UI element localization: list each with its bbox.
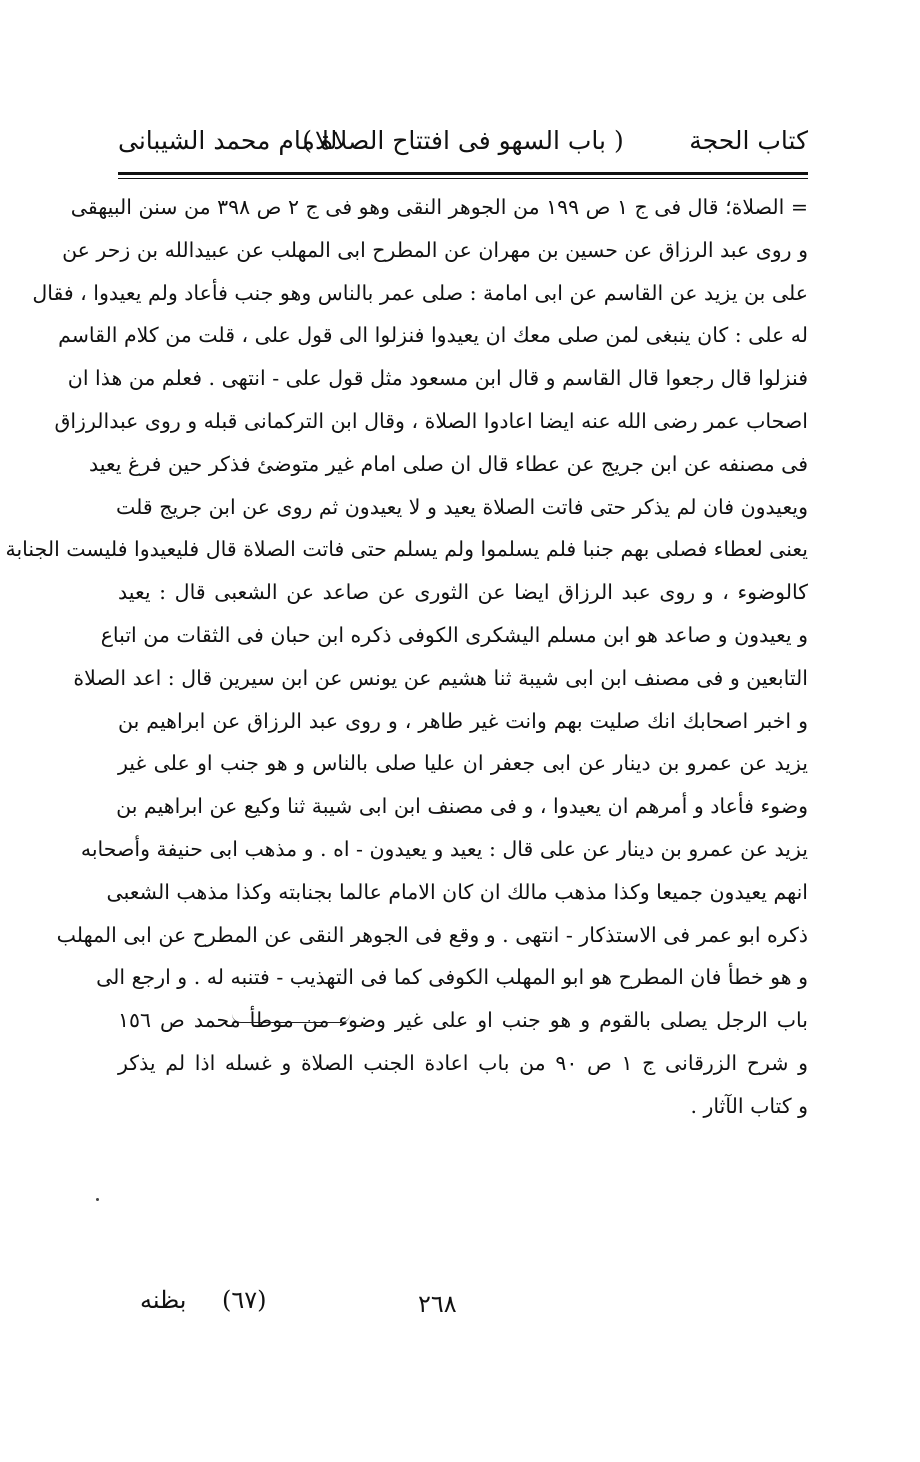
text-line: على بن يزيد عن القاسم عن ابى امامة : صلى عمر بالناس وهو جنب فأعاد ولم يعيدوا ، فقال (32, 280, 808, 305)
footnote-body (5, 186, 808, 1128)
page-footer (118, 1278, 808, 1328)
margin-dot (96, 1198, 99, 1201)
text-line: يزيد عن عمرو بن دينار عن ابى جعفر ان عليا صلى بالناس و هو جنب او على غير (118, 751, 808, 776)
text-line: يعنى لعطاء فصلى بهم جنبا فلم يسلموا ولم يسلم حتى فاتت الصلاة قال فليعيدوا فليست الجنابة (5, 537, 808, 562)
text-line: ويعيدون فان لم يذكر حتى فاتت الصلاة يعيد و لا يعيدون ثم روى عن ابن جريج قلت (115, 494, 808, 519)
text-line: فنزلوا قال رجعوا قال القاسم و قال ابن مسعود مثل قول على - انتهى . فعلم من هذا ان (67, 366, 808, 391)
text-line: كالوضوء ، و روى عبد الرزاق ايضا عن الثورى عن صاعد عن الشعبى قال : يعيد (118, 580, 808, 605)
handwritten-underline (232, 1014, 350, 1023)
text-line: باب الرجل يصلى بالقوم و هو جنب او على غير وضوء من موطأ محمد ص ١٥٦ (118, 1008, 808, 1033)
text-line: التابعين و فى مصنف ابن ابى شيبة ثنا هشيم عن يونس عن ابن سيرين قال : اعد الصلاة (73, 665, 808, 690)
text-line: و روى عبد الرزاق عن حسين بن مهران عن المطرح ابى المهلب عن عبيدالله بن زحر عن (62, 237, 808, 262)
folio-number: (٦٧) (222, 1286, 267, 1314)
text-line: و كتاب الآثار . (690, 1093, 808, 1118)
book-title: كتاب الحجة (689, 126, 808, 155)
text-line: و يعيدون و صاعد هو ابن مسلم اليشكرى الكوفى ذكره ابن حبان فى الثقات من اتباع (100, 622, 808, 647)
text-line: يزيد عن عمرو بن دينار عن على قال : يعيد و يعيدون - اه . و مذهب ابى حنيفة وأصحابه (80, 836, 808, 861)
author-name: للامام محمد الشيبانى (118, 126, 338, 155)
header-rule-thick (118, 172, 808, 175)
text-line: له على : كان ينبغى لمن صلى معك ان يعيدوا فنزلوا الى قول على ، قلت من كلام القاسم (58, 323, 808, 348)
text-line: انهم يعيدون جميعا وكذا مذهب مالك ان كان الامام عالما بجنابته وكذا مذهب الشعبى (106, 879, 808, 904)
text-line: فى مصنفه عن ابن جريج عن عطاء قال ان صلى امام غير متوضئ فذكر حين فرغ يعيد (88, 451, 808, 476)
text-line: = الصلاة؛ قال فى ج ١ ص ١٩٩ من الجوهر النقى وهو فى ج ٢ ص ٣٩٨ من سنن البيهقى (70, 195, 808, 219)
text-line: و شرح الزرقانى ج ١ ص ٩٠ من باب اعادة الجنب الصلاة و غسله اذا لم يذكر (118, 1050, 808, 1075)
text-line: وضوء فأعاد و أمرهم ان يعيدوا ، و فى مصنف ابن ابى شيبة ثنا وكيع عن ابراهيم بن (116, 794, 808, 819)
signature-mark: بظنه (140, 1286, 187, 1314)
text-line: ذكره ابو عمر فى الاستذكار - انتهى . و وقع فى الجوهر النقى عن المطرح عن ابى المهلب (56, 922, 808, 947)
header-rule-thin (118, 178, 808, 179)
running-header (118, 118, 808, 168)
text-line: و اخبر اصحابك انك صليت بهم وانت غير طاهر ، و روى عبد الرزاق عن ابراهيم بن (118, 708, 808, 733)
text-line: اصحاب عمر رضى الله عنه ايضا اعادوا الصلاة ، وقال ابن التركمانى قبله و روى عبدالرزاق (54, 408, 808, 433)
text-line: و هو خطأ فان المطرح هو ابو المهلب الكوفى كما فى التهذيب - فتنبه له . و ارجع الى (96, 965, 808, 990)
page-number: ٢٦٨ (418, 1290, 457, 1318)
chapter-title: ( باب السهو فى افتتاح الصلاة ) (302, 126, 624, 155)
